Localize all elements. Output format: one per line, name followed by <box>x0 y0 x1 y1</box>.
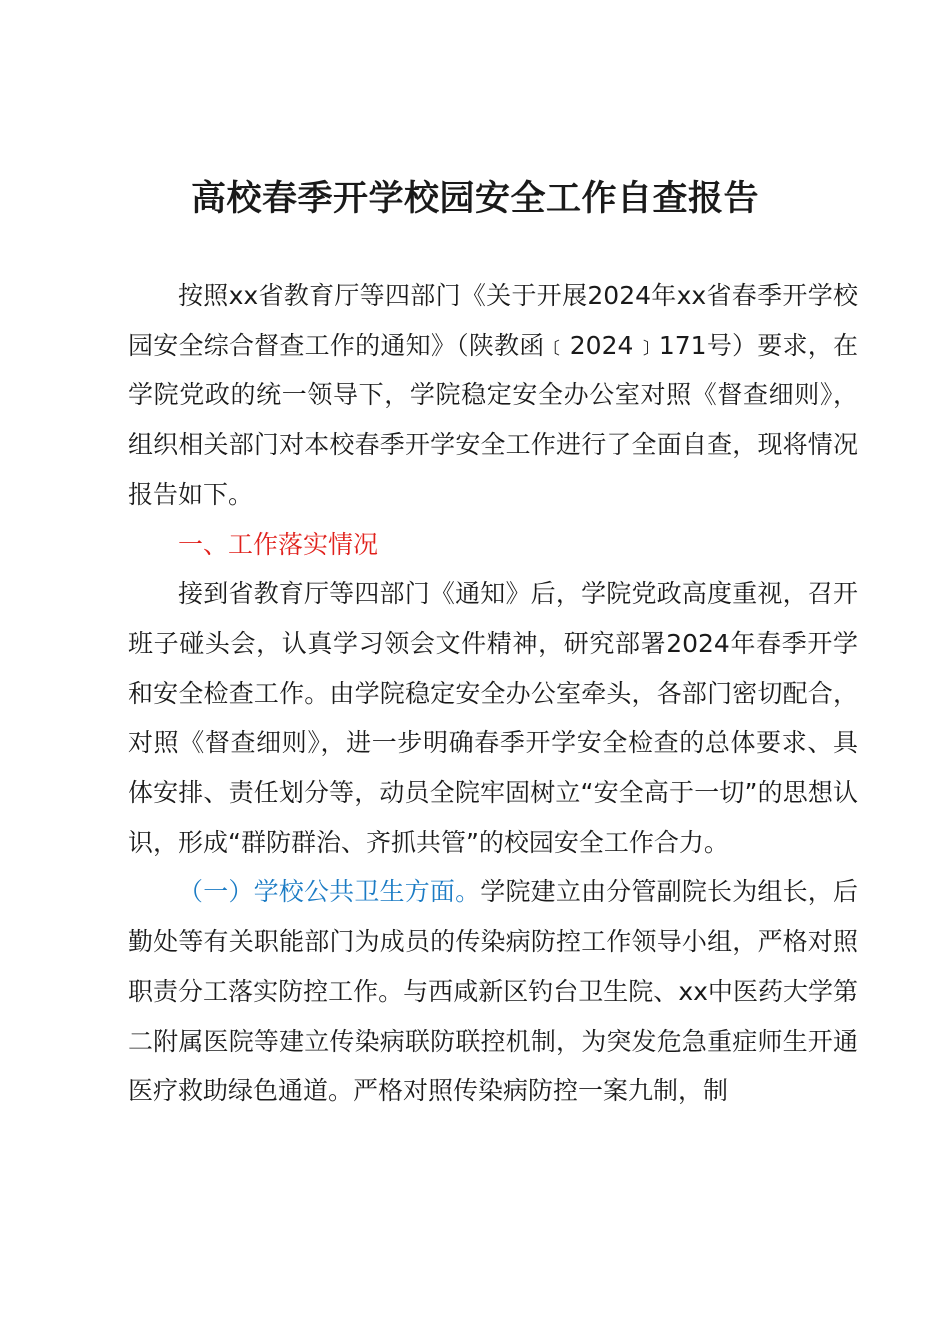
subsection-paragraph <box>128 867 858 1116</box>
intro-paragraph: 按照xx省教育厅等四部门《关于开展2024年xx省春季开学校园安全综合督查工作的通知》（陕教函﹝2024﹞171号）要求，在学院党政的统一领导下，学院稳定安全办公室对照《督查细则》，组织相关部门对本校春季开学安全工作进行了全面自查，现将情况报告如下。 <box>128 281 858 509</box>
subsection-text: 学院建立由分管副院长为组长，后勤处等有关职能部门为成员的传染病防控工作领导小组，严格对照职责分工落实防控工作。与西咸新区钓台卫生院、xx中医药大学第二附属医院等建立传染病联防联控机制，为突发危急重症师生开通医疗救助绿色通道。严格对照传染病防控一案九制，制 <box>128 877 858 1106</box>
document-title: 高校春季开学校园安全工作自查报告 <box>190 179 759 219</box>
subsection-heading: （一）学校公共卫生方面。 <box>178 877 481 907</box>
section-heading: 一、工作落实情况 <box>178 529 379 559</box>
section-paragraph: 接到省教育厅等四部门《通知》后，学院党政高度重视，召开班子碰头会，认真学习领会文件精神，研究部署2024年春季开学和安全检查工作。由学院稳定安全办公室牵头，各部门密切配合，对照《督查细则》，进一步明确春季开学安全检查的总体要求、具体安排、责任划分等，动员全院牢固树立“安全高于一切”的思想认识，形成“群防群治、齐抓共管”的校园安全工作合力。 <box>128 579 858 857</box>
document-body <box>128 271 858 1116</box>
